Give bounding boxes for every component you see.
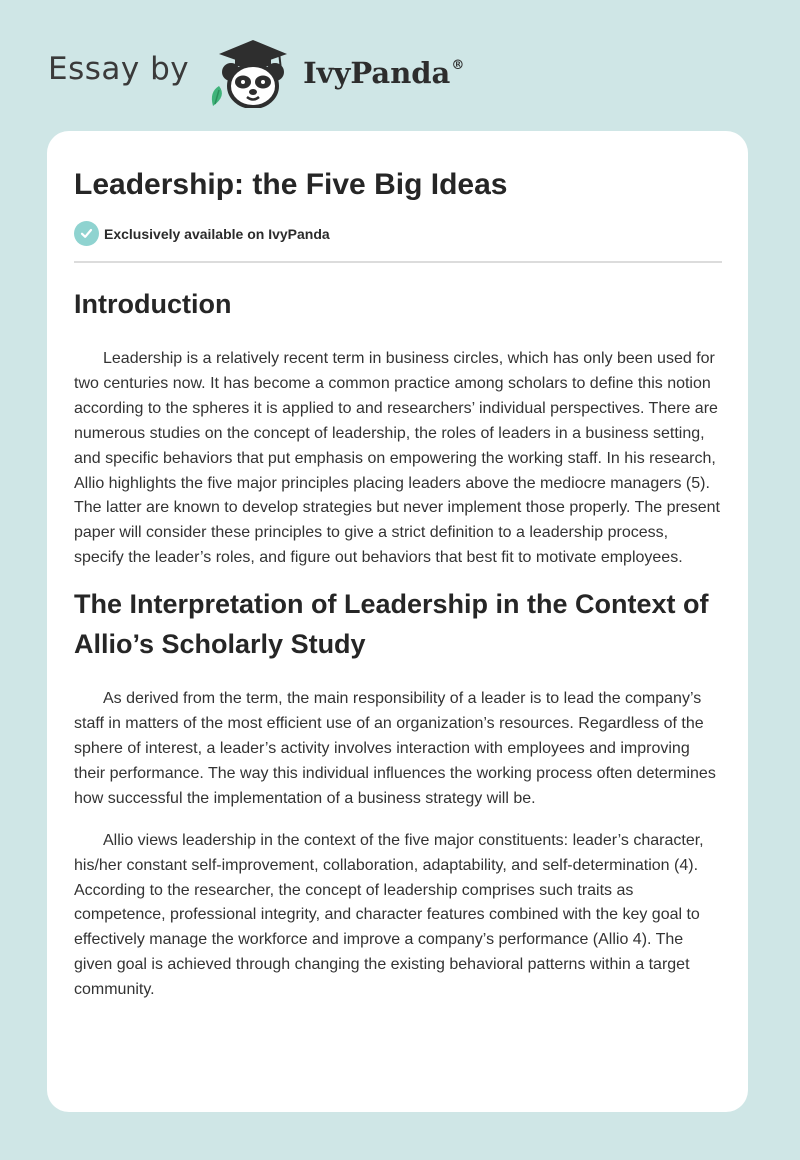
site-header	[48, 36, 464, 108]
brand-text: IvyPanda	[303, 56, 451, 90]
section-heading-interpretation: The Interpretation of Leadership in the Context of Allio’s Scholarly Study	[74, 589, 709, 660]
panda-graduation-cap-icon[interactable]	[205, 36, 297, 108]
paragraph: As derived from the term, the main responsibility of a leader is to lead the company’s staff in matters of the most efficient use of an organization’s resources. Regardless of the sphere of interest, a leader’s activity involves interaction with employees and improving their performance. The way this individual influences the working process often determines how successful the implementation of a business strategy will be.	[74, 690, 716, 807]
registered-mark: ®	[451, 58, 465, 73]
exclusive-badge	[74, 221, 330, 246]
badge-label: Exclusively available on IvyPanda	[104, 225, 330, 242]
brand-name[interactable]	[303, 56, 464, 90]
paragraph: Leadership is a relatively recent term in business circles, which has only been used for two centuries now. It has become a common practice among scholars to define this notion according to the spheres it is applied to and researchers’ individual perspectives. There are numerous studies on the concept of leadership, the roles of leaders in a business setting, and specific behaviors that put emphasis on empowering the working staff. In his research, Allio highlights the five major principles placing leaders above the mediocre managers (5). The latter are known to develop strategies but never implement those properly. The present paper will consider these principles to give a strict definition to a leadership process, specify the leader’s roles, and figure out behaviors that best fit to motivate employees.	[74, 350, 720, 567]
check-circle-icon	[74, 221, 99, 246]
section-heading-introduction: Introduction	[74, 289, 232, 319]
title-divider	[74, 261, 722, 263]
essay-by-label: Essay by	[48, 51, 190, 87]
essay-body	[74, 284, 722, 1003]
paragraph: Allio views leadership in the context of the five major constituents: leader’s character, his/her constant self-improvement, collaboration, adaptability, and self-determination (4). According to the researcher, the concept of leadership comprises such traits as competence, professional integrity, and character features combined with the key goal to effectively manage the workforce and improve a company’s performance (Allio 4). The given goal is achieved through changing the existing behavioral patterns within a target community.	[74, 831, 704, 999]
page-title: Leadership: the Five Big Ideas	[74, 168, 508, 201]
essay-card	[47, 131, 748, 1112]
